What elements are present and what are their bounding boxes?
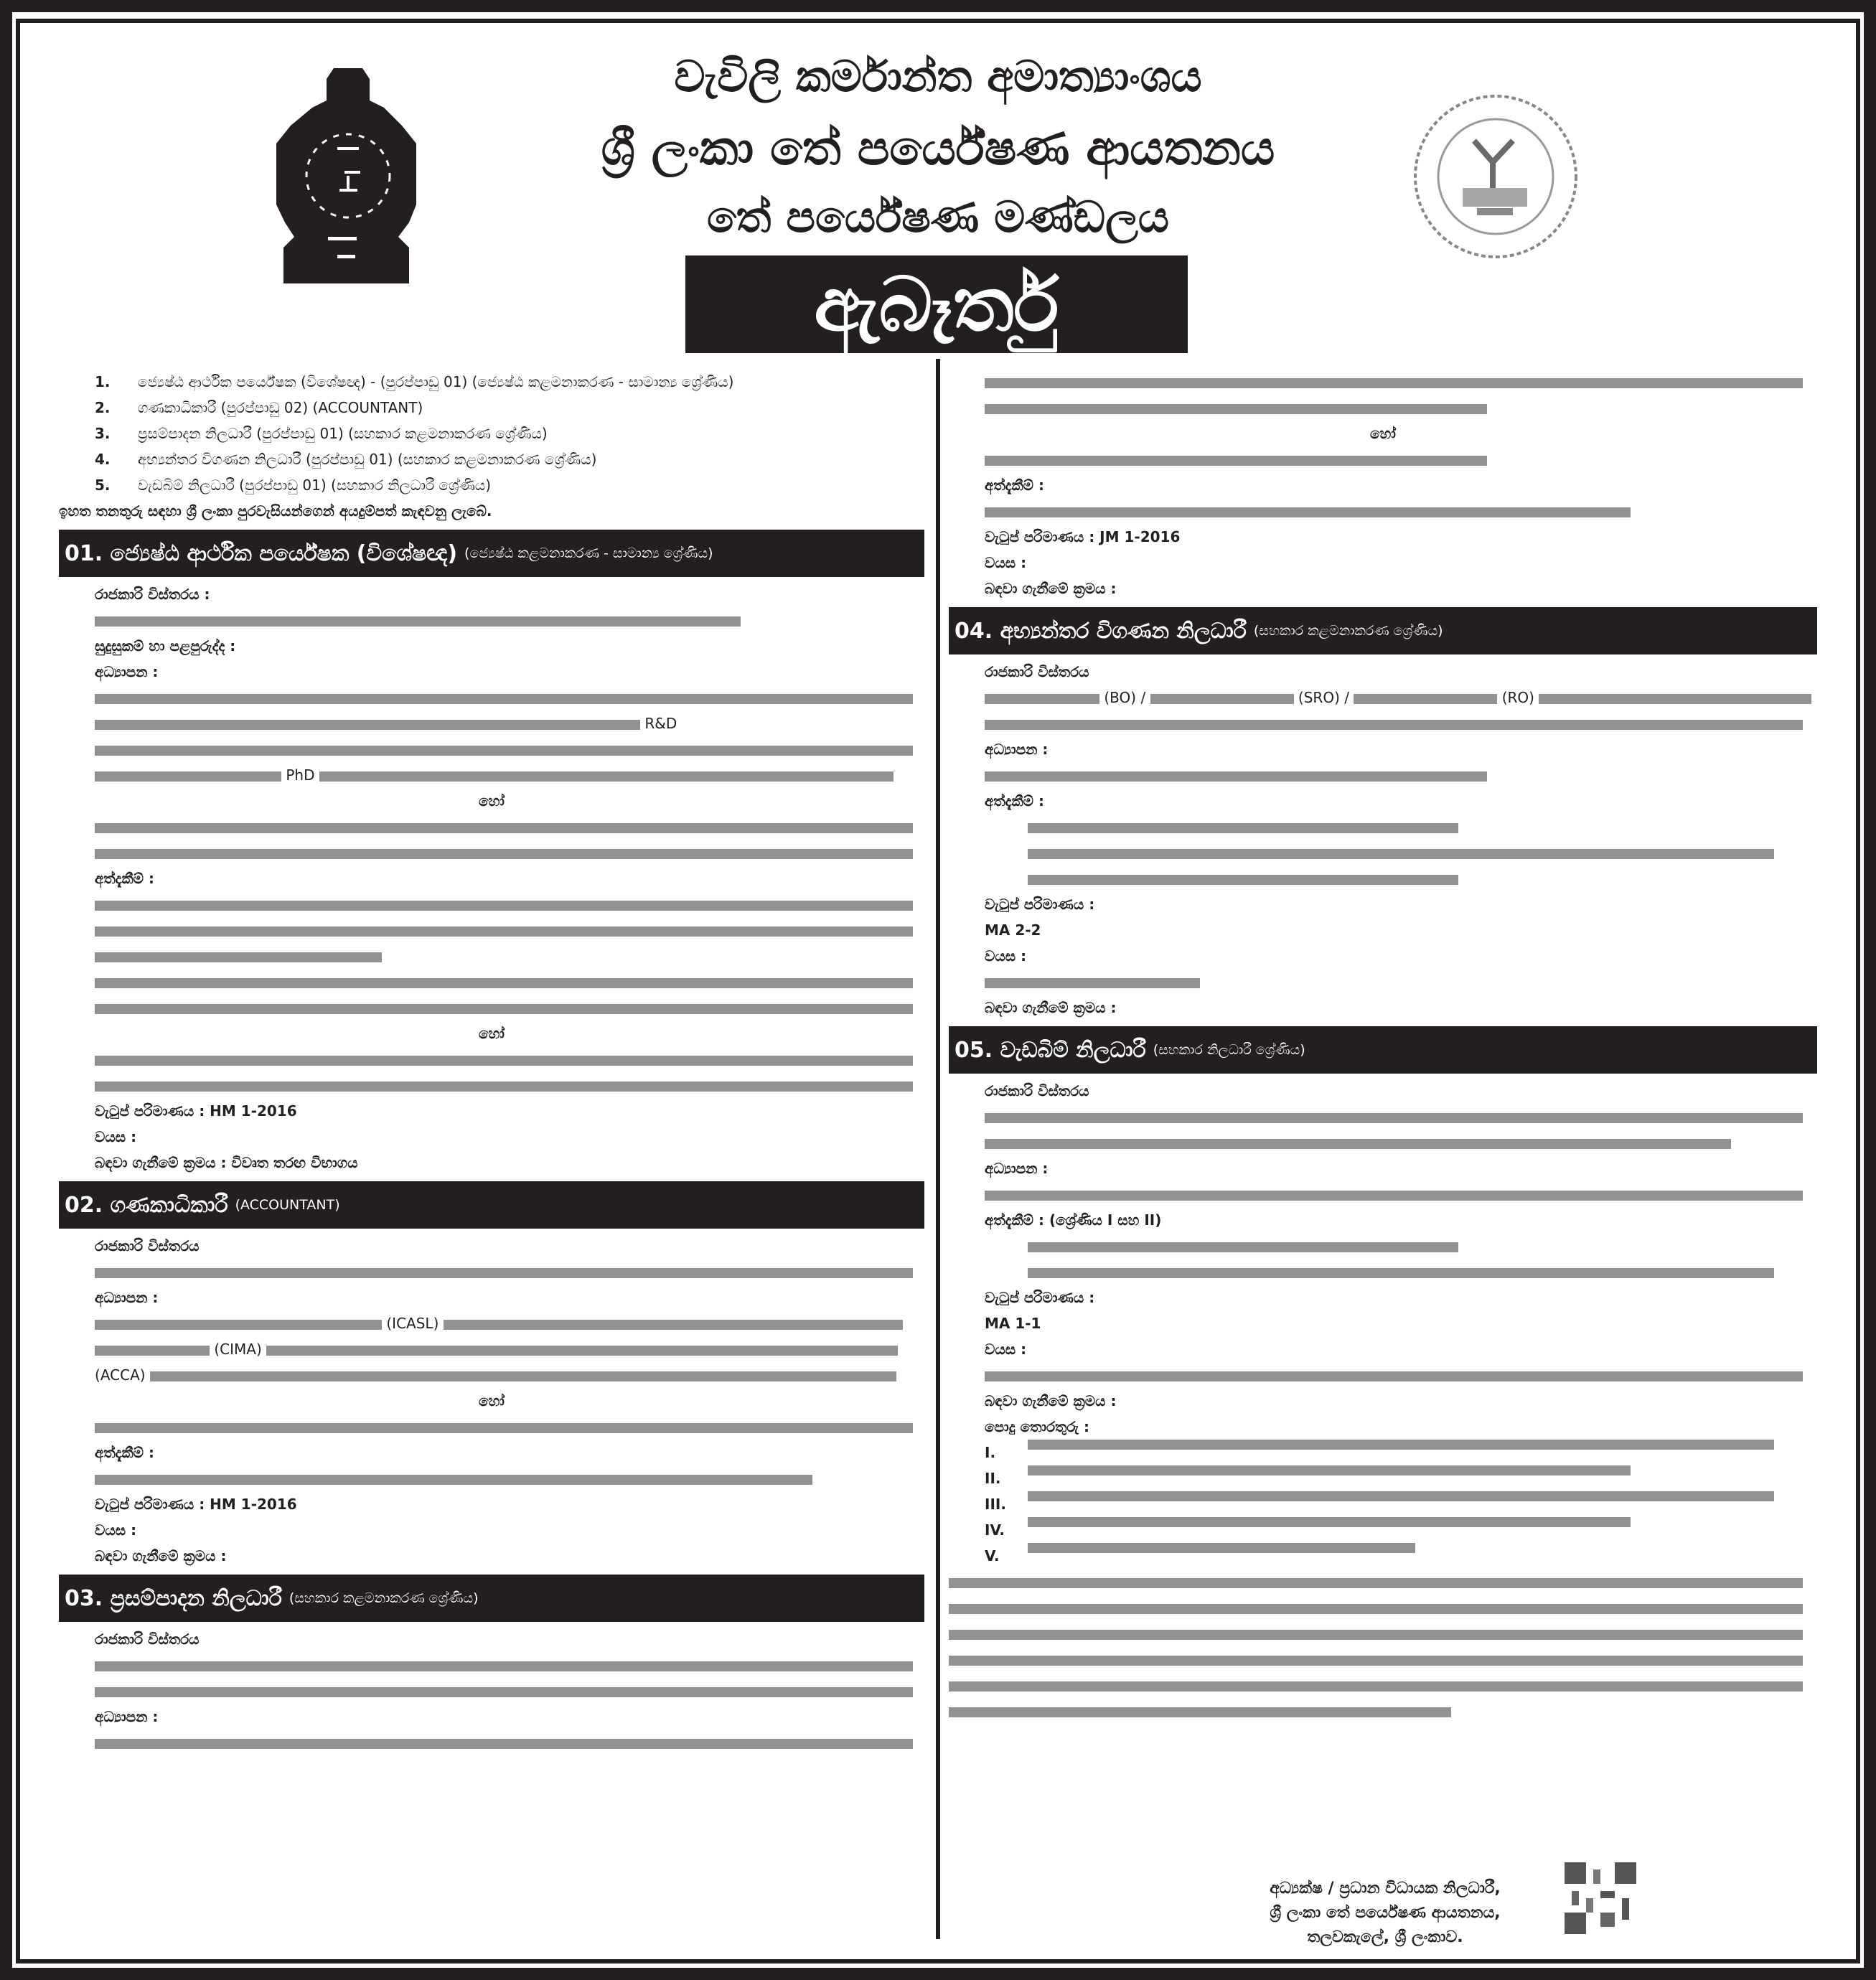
recruitment-method: බඳවා ගැනීමේ ක්‍රමය : විවෘත තරඟ විභාගය bbox=[95, 1154, 358, 1171]
body-text bbox=[949, 1698, 1817, 1724]
experience-label: අත්දැකීම් : (ශ්‍රේණිය I සහ II) bbox=[985, 1211, 1162, 1229]
duties-label: රාජකාරි විස්තරය bbox=[95, 1631, 200, 1648]
section-02-header: 02. ගණකාධිකාරී (ACCOUNTANT) bbox=[59, 1181, 924, 1229]
body-text bbox=[949, 865, 1817, 891]
education-label: අධ්‍යාපන : bbox=[95, 1708, 159, 1725]
state-emblem-icon bbox=[276, 68, 420, 283]
body-text bbox=[59, 736, 924, 762]
body-text bbox=[59, 891, 924, 917]
or-separator: හෝ bbox=[1370, 425, 1396, 442]
vacancy-list-item: 1. ජ්‍යෙෂ්ඨ ආර්ථික පර්යේෂක (විශේෂඥ) - (පුරප්පාඩු 01) (ජ්‍යෙෂ්ඨ කළමනාකරණ - සාමාන්‍ය ශ්‍රේණිය) bbox=[95, 373, 734, 390]
body-text bbox=[949, 762, 1817, 788]
duties-label: රාජකාරි විස්තරය bbox=[985, 1082, 1089, 1099]
salary-scale: වැටුප් පරිමාණය : JM 1-2016 bbox=[985, 528, 1181, 545]
signature-block bbox=[1249, 1877, 1521, 1950]
left-column bbox=[59, 359, 924, 1755]
body-text bbox=[949, 1130, 1817, 1155]
salary-code: MA 1-1 bbox=[985, 1315, 1041, 1332]
body-text bbox=[949, 1569, 1817, 1595]
general-info-item: V. bbox=[949, 1543, 1817, 1569]
recruitment-method: බඳවා ගැනීමේ ක්‍රමය : bbox=[985, 999, 1117, 1016]
or-separator: හෝ bbox=[479, 792, 505, 810]
signature-line-2: ශ්‍රී ලංකා තේ පර්යේෂණ ආයතනය, bbox=[1270, 1904, 1501, 1922]
body-text bbox=[59, 1678, 924, 1704]
section-05-header: 05. වැඩබිම් නිලධාරී (සහකාර නිලධාරී ශ්‍රේණිය) bbox=[949, 1026, 1817, 1074]
body-text bbox=[949, 840, 1817, 865]
body-text bbox=[949, 814, 1817, 840]
body-text bbox=[949, 1646, 1817, 1672]
experience-label: අත්දැකීම් : bbox=[95, 870, 155, 887]
education-label: අධ්‍යාපන : bbox=[985, 1160, 1049, 1177]
section-04-header: 04. අභ්‍යන්තර විගණන නිලධාරී (සහකාර කළමනාකරණ ශ්‍රේණිය) bbox=[949, 607, 1817, 654]
body-text bbox=[949, 1233, 1817, 1259]
signature-line-3: තලවකැලේ, ශ්‍රී ලංකාව. bbox=[1307, 1928, 1463, 1946]
body-text bbox=[59, 1259, 924, 1285]
body-text bbox=[949, 498, 1817, 524]
body-text bbox=[949, 395, 1817, 421]
education-label: අධ්‍යාපන : bbox=[985, 741, 1049, 758]
or-separator: හෝ bbox=[479, 1392, 505, 1409]
signature-line-1: අධ්‍යක්ෂ / ප්‍රධාන විධායක නිලධාරී, bbox=[1270, 1880, 1501, 1897]
body-text bbox=[949, 446, 1817, 472]
age-label: වයස : bbox=[95, 1128, 137, 1145]
body-text bbox=[59, 1652, 924, 1678]
body-text bbox=[949, 369, 1817, 395]
experience-label: අත්දැකීම් : bbox=[95, 1444, 155, 1461]
body-text: R&D bbox=[59, 710, 924, 736]
or-separator: හෝ bbox=[479, 1025, 505, 1042]
salary-scale: වැටුප් පරිමාණය : HM 1-2016 bbox=[95, 1102, 297, 1120]
body-text bbox=[59, 1730, 924, 1755]
general-info-item: IV. bbox=[949, 1517, 1817, 1543]
body-text bbox=[949, 1104, 1817, 1130]
recruitment-method: බඳවා ගැනීමේ ක්‍රමය : bbox=[985, 580, 1117, 597]
body-text bbox=[949, 1620, 1817, 1646]
body-text bbox=[59, 685, 924, 710]
recruitment-method: බඳවා ගැනීමේ ක්‍රමය : bbox=[95, 1547, 227, 1564]
body-text bbox=[949, 1595, 1817, 1620]
experience-label: අත්දැකීම් : bbox=[985, 477, 1045, 494]
body-text: (ICASL) bbox=[59, 1310, 924, 1336]
body-text bbox=[949, 1259, 1817, 1285]
institute-title: ශ්‍රී ලංකා තේ පර්යේෂණ ආයතනය bbox=[601, 121, 1275, 176]
body-text bbox=[59, 607, 924, 633]
body-text bbox=[59, 1072, 924, 1098]
recruitment-method: බඳවා ගැනීමේ ක්‍රමය : bbox=[985, 1392, 1117, 1409]
duties-label: රාජකාරි විස්තරය bbox=[985, 663, 1089, 680]
vacancy-list-item: 3. ප්‍රසම්පාදන නිලධාරී (පුරප්පාඩු 01) (සහකාර කළමනාකරණ ශ්‍රේණිය) bbox=[95, 425, 548, 442]
body-text: (ACCA) bbox=[59, 1362, 924, 1388]
body-text bbox=[59, 969, 924, 995]
age-label: වයස : bbox=[985, 947, 1027, 965]
age-label: වයස : bbox=[985, 554, 1027, 571]
body-text: (CIMA) bbox=[59, 1336, 924, 1362]
salary-scale: වැටුප් පරිමාණය : HM 1-2016 bbox=[95, 1496, 297, 1513]
body-text bbox=[59, 995, 924, 1021]
advertisement-banner: ඇබෑර්තු bbox=[685, 255, 1188, 353]
duties-label: රාජකාරි විස්තරය bbox=[95, 1237, 200, 1254]
section-03-header: 03. ප්‍රසම්පාදන නිලධාරී (සහකාර කළමනාකරණ ශ්‍රේණිය) bbox=[59, 1575, 924, 1622]
body-text bbox=[949, 1672, 1817, 1698]
general-info-label: පොදු තොරතුරු : bbox=[985, 1418, 1090, 1435]
body-text: PhD bbox=[59, 762, 924, 788]
general-info-item: I. bbox=[949, 1440, 1817, 1465]
body-text bbox=[949, 1362, 1817, 1388]
education-label: අධ්‍යාපන : bbox=[95, 663, 159, 680]
body-text bbox=[949, 969, 1817, 995]
general-info-item: III. bbox=[949, 1491, 1817, 1517]
body-text bbox=[59, 840, 924, 865]
qr-code-icon[interactable] bbox=[1565, 1862, 1636, 1934]
vacancy-list-item: 5. වැඩබිම් නිලධාරී (පුරප්පාඩු 01) (සහකාර නිලධාරී ශ්‍රේණිය) bbox=[95, 477, 492, 494]
vacancy-list-item: 2. ගණකාධිකාරී (පුරප්පාඩු 02) (ACCOUNTANT) bbox=[95, 399, 423, 416]
age-label: වයස : bbox=[95, 1521, 137, 1539]
column-divider bbox=[936, 359, 940, 1939]
body-text: (BO) / (SRO) / (RO) bbox=[949, 685, 1817, 710]
duties-label: රාජකාරි විස්තරය : bbox=[95, 586, 210, 603]
vacancy-list-item: 4. අභ්‍යන්තර විගණන නිලධාරී (පුරප්පාඩු 01) (සහකාර කළමනාකරණ ශ්‍රේණිය) bbox=[95, 451, 597, 468]
board-title: තේ පර්යේෂණ මණ්ඩලය bbox=[706, 192, 1170, 243]
age-label: වයස : bbox=[985, 1341, 1027, 1358]
body-text bbox=[59, 917, 924, 943]
body-text bbox=[949, 710, 1817, 736]
section-01-header: 01. ජ්‍යෙෂ්ඨ ආර්ථික පර්යේෂක (විශේෂඥ) (ජ්‍යෙෂ්ඨ කළමනාකරණ - සාමාන්‍ය ශ්‍රේණිය) bbox=[59, 530, 924, 577]
salary-scale: වැටුප් පරිමාණය : bbox=[985, 1289, 1095, 1306]
salary-scale: වැටුප් පරිමාණය : bbox=[985, 896, 1095, 913]
experience-label: අත්දැකීම් : bbox=[985, 792, 1045, 810]
body-text bbox=[59, 1414, 924, 1440]
right-column bbox=[949, 359, 1817, 1724]
ministry-title: වැවිලි කර්මාන්ත අමාත්‍යාංශය bbox=[674, 52, 1202, 102]
general-info-item: II. bbox=[949, 1465, 1817, 1491]
body-text bbox=[59, 1465, 924, 1491]
body-text bbox=[949, 1181, 1817, 1207]
intro-note: ඉහත තනතුරු සඳහා ශ්‍රී ලංකා පුරවැසියන්ගෙන් අයදුම්පත් කැඳවනු ලැබේ. bbox=[59, 502, 492, 520]
salary-code: MA 2-2 bbox=[985, 921, 1041, 939]
qualifications-label: සුදුසුකම් හා පළපුරුද්ද : bbox=[95, 637, 236, 654]
tri-seal-icon bbox=[1412, 93, 1579, 260]
body-text bbox=[59, 814, 924, 840]
body-text bbox=[59, 943, 924, 969]
body-text bbox=[59, 1046, 924, 1072]
education-label: අධ්‍යාපන : bbox=[95, 1289, 159, 1306]
